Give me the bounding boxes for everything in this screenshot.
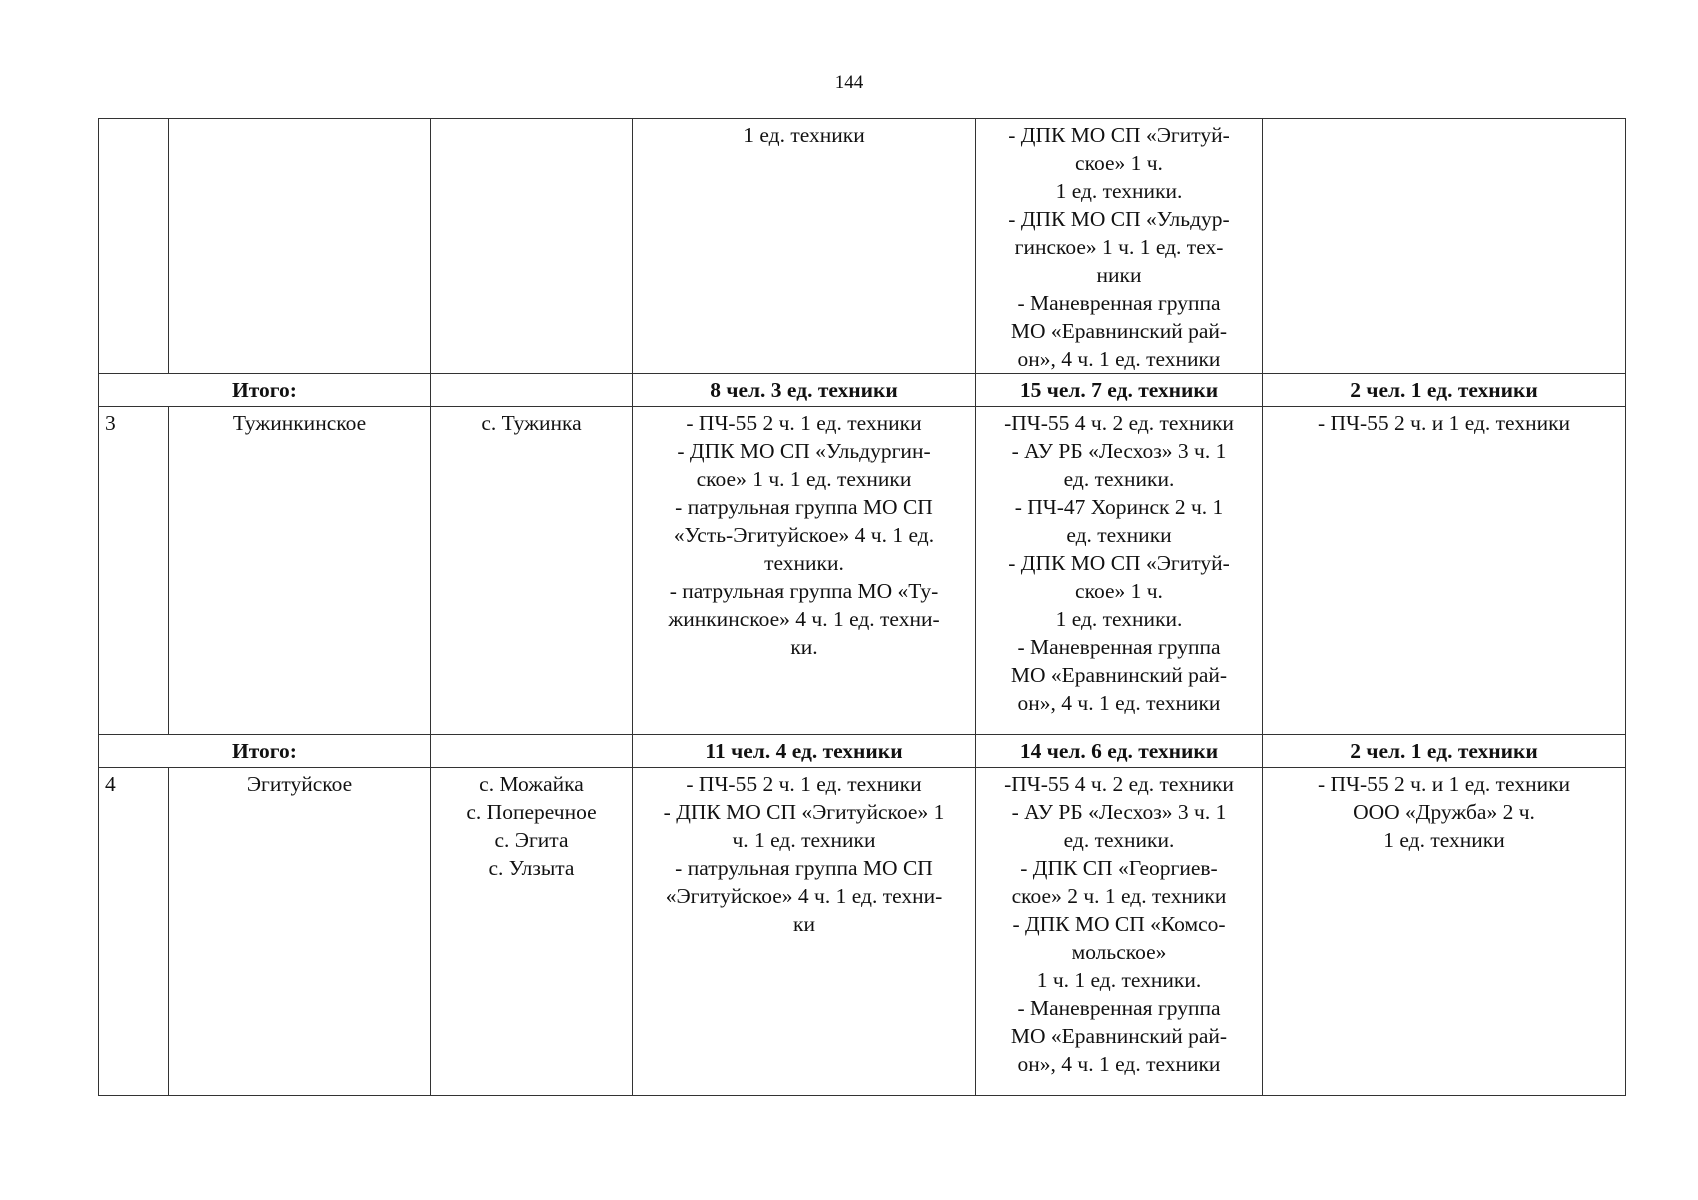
total-forces-1: 8 чел. 3 ед. техники — [633, 374, 976, 407]
village-name: с. Улзыта — [488, 856, 575, 880]
forces-line: - ДПК МО СП «Комсо- — [1012, 912, 1226, 936]
forces-line: «Усть-Эгитуйское» 4 ч. 1 ед. — [673, 523, 935, 547]
forces-table — [98, 118, 1626, 1096]
forces-line: ки — [793, 912, 815, 936]
forces-line: 1 ед. техники. — [1055, 179, 1183, 203]
forces-line: - Маневренная группа — [1017, 291, 1221, 315]
forces-line: ское» 2 ч. 1 ед. техники — [1011, 884, 1227, 908]
total-villages-cell — [431, 735, 633, 768]
total-forces-3: 2 чел. 1 ед. техники — [1263, 374, 1626, 407]
forces-line: ское» 1 ч. — [1075, 151, 1163, 175]
total-villages-cell — [431, 374, 633, 407]
villages-cell — [431, 407, 633, 735]
total-row — [99, 735, 1626, 768]
forces-line: ед. техники — [1066, 523, 1172, 547]
forces-line: он», 4 ч. 1 ед. техники — [1017, 347, 1221, 371]
forces-cell-1 — [633, 768, 976, 1096]
table-row — [99, 407, 1626, 735]
forces-line: - патрульная группа МО «Ту- — [669, 579, 939, 603]
forces-line: ед. техники. — [1063, 828, 1175, 852]
forces-line: мольское» — [1071, 940, 1167, 964]
settlement-name — [169, 119, 431, 374]
forces-line: - АУ РБ «Лесхоз» 3 ч. 1 — [1011, 800, 1227, 824]
forces-line: - Маневренная группа — [1017, 635, 1221, 659]
forces-cell-1 — [633, 407, 976, 735]
forces-line: МО «Еравнинский рай- — [1010, 319, 1228, 343]
total-forces-3: 2 чел. 1 ед. техники — [1263, 735, 1626, 768]
row-number — [99, 119, 169, 374]
forces-line: - ДПК МО СП «Эгитуйское» 1 — [663, 800, 945, 824]
total-label: Итого: — [99, 735, 431, 768]
total-forces-2: 14 чел. 6 ед. техники — [976, 735, 1263, 768]
forces-line: ч. 1 ед. техники — [732, 828, 876, 852]
forces-line: жинкинское» 4 ч. 1 ед. техни- — [668, 607, 940, 631]
village-name: с. Можайка — [479, 772, 584, 796]
forces-cell-3 — [1263, 407, 1626, 735]
forces-line: - патрульная группа МО СП — [675, 856, 933, 880]
forces-line: - ПЧ-55 2 ч. 1 ед. техники — [686, 772, 922, 796]
total-forces-1: 11 чел. 4 ед. техники — [633, 735, 976, 768]
forces-line: - патрульная группа МО СП — [675, 495, 933, 519]
row-number: 3 — [99, 407, 169, 735]
forces-cell-2 — [976, 407, 1263, 735]
forces-line: - ДПК МО СП «Эгитуй- — [1008, 551, 1230, 575]
forces-line: 1 ед. техники — [1383, 828, 1505, 852]
forces-line: - ПЧ-47 Хоринск 2 ч. 1 — [1014, 495, 1224, 519]
settlement-name: Тужинкинское — [169, 407, 431, 735]
village-name: с. Тужинка — [481, 411, 582, 435]
village-name: с. Эгита — [494, 828, 569, 852]
villages-cell — [431, 768, 633, 1096]
table-row — [99, 768, 1626, 1096]
forces-line: гинское» 1 ч. 1 ед. тех- — [1014, 235, 1224, 259]
forces-line: 1 ед. техники — [743, 123, 865, 147]
forces-line: -ПЧ-55 4 ч. 2 ед. техники — [1004, 411, 1234, 435]
forces-line: ед. техники. — [1063, 467, 1175, 491]
village-name: с. Поперечное — [466, 800, 597, 824]
total-forces-2: 15 чел. 7 ед. техники — [976, 374, 1263, 407]
total-row — [99, 374, 1626, 407]
forces-cell-3 — [1263, 119, 1626, 374]
forces-line: - ДПК СП «Георгиев- — [1020, 856, 1218, 880]
forces-line: он», 4 ч. 1 ед. техники — [1017, 691, 1221, 715]
forces-line: 1 ед. техники. — [1055, 607, 1183, 631]
forces-line: ки. — [790, 635, 818, 659]
forces-cell-3 — [1263, 768, 1626, 1096]
forces-line: -ПЧ-55 4 ч. 2 ед. техники — [1004, 772, 1234, 796]
forces-line: МО «Еравнинский рай- — [1010, 1024, 1228, 1048]
forces-line: «Эгитуйское» 4 ч. 1 ед. техни- — [665, 884, 943, 908]
forces-line: он», 4 ч. 1 ед. техники — [1017, 1052, 1221, 1076]
forces-line: ское» 1 ч. — [1075, 579, 1163, 603]
forces-line: - ДПК МО СП «Ульдур- — [1008, 207, 1230, 231]
total-label: Итого: — [99, 374, 431, 407]
settlement-name: Эгитуйское — [169, 768, 431, 1096]
forces-line: - ПЧ-55 2 ч. 1 ед. техники — [686, 411, 922, 435]
forces-cell-2 — [976, 119, 1263, 374]
villages-cell — [431, 119, 633, 374]
page-number: 144 — [834, 72, 864, 93]
forces-line: 1 ч. 1 ед. техники. — [1036, 968, 1202, 992]
forces-line: - ДПК МО СП «Ульдургин- — [677, 439, 931, 463]
forces-line: ники — [1096, 263, 1142, 287]
table-row — [99, 119, 1626, 374]
forces-line: ООО «Дружба» 2 ч. — [1353, 800, 1535, 824]
row-number: 4 — [99, 768, 169, 1096]
forces-line: МО «Еравнинский рай- — [1010, 663, 1228, 687]
forces-cell-2 — [976, 768, 1263, 1096]
forces-line: ское» 1 ч. 1 ед. техники — [696, 467, 912, 491]
forces-line: техники. — [764, 551, 844, 575]
forces-line: - АУ РБ «Лесхоз» 3 ч. 1 — [1011, 439, 1227, 463]
forces-line: - ДПК МО СП «Эгитуй- — [1008, 123, 1230, 147]
forces-cell-1 — [633, 119, 976, 374]
forces-line: - ПЧ-55 2 ч. и 1 ед. техники — [1317, 772, 1571, 796]
forces-line: - Маневренная группа — [1017, 996, 1221, 1020]
forces-line: - ПЧ-55 2 ч. и 1 ед. техники — [1317, 411, 1571, 435]
